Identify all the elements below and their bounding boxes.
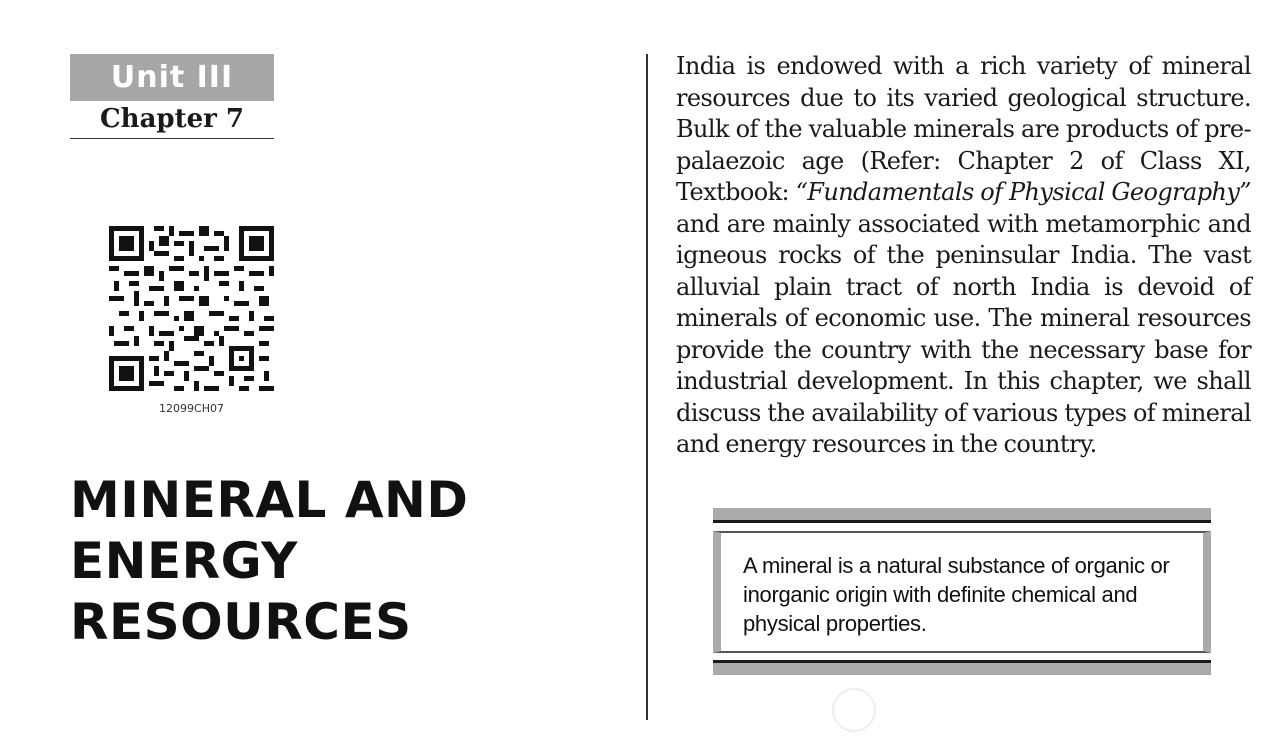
column-divider — [646, 54, 648, 720]
definition-box-bottom-bar — [713, 660, 1211, 675]
chapter-title-line: ENERGY — [70, 532, 298, 590]
unit-label: Unit III — [70, 54, 274, 101]
watermark-icon — [823, 679, 885, 741]
chapter-title-line: RESOURCES — [70, 593, 412, 651]
intro-text-part: and are mainly associated with metamorphic and igneous rocks of the peninsular India. The vast alluvial plain tract of north India is devoid of minerals of economic use. The mineral resources provide the country with the necessary base for industrial development. In this chapter, we shall discuss the availability of various types of mineral and energy resources in the country. — [676, 209, 1251, 458]
qr-code-label: 12099CH07 — [159, 402, 224, 415]
intro-paragraph — [676, 51, 1251, 461]
chapter-title — [70, 470, 610, 653]
intro-text-part: India is endowed with a rich variety of mineral resources due to its varied geological structure. Bulk of the valuable minerals are products of pre-palaezoic age (Refer: Chapter 2 of Class XI, Textbook: — [676, 52, 1251, 206]
definition-box-top-bar — [713, 508, 1211, 523]
mineral-definition: A mineral is a natural substance of organic or inorganic origin with definite chemical and physical properties. — [743, 553, 1170, 636]
chapter-title-line: MINERAL AND — [70, 471, 469, 529]
definition-box — [713, 508, 1211, 675]
intro-textbook-title: “Fundamentals of Physical Geography” — [795, 178, 1251, 206]
chapter-label: Chapter 7 — [70, 100, 274, 139]
definition-box-frame — [713, 531, 1211, 653]
qr-code-icon — [109, 226, 274, 391]
